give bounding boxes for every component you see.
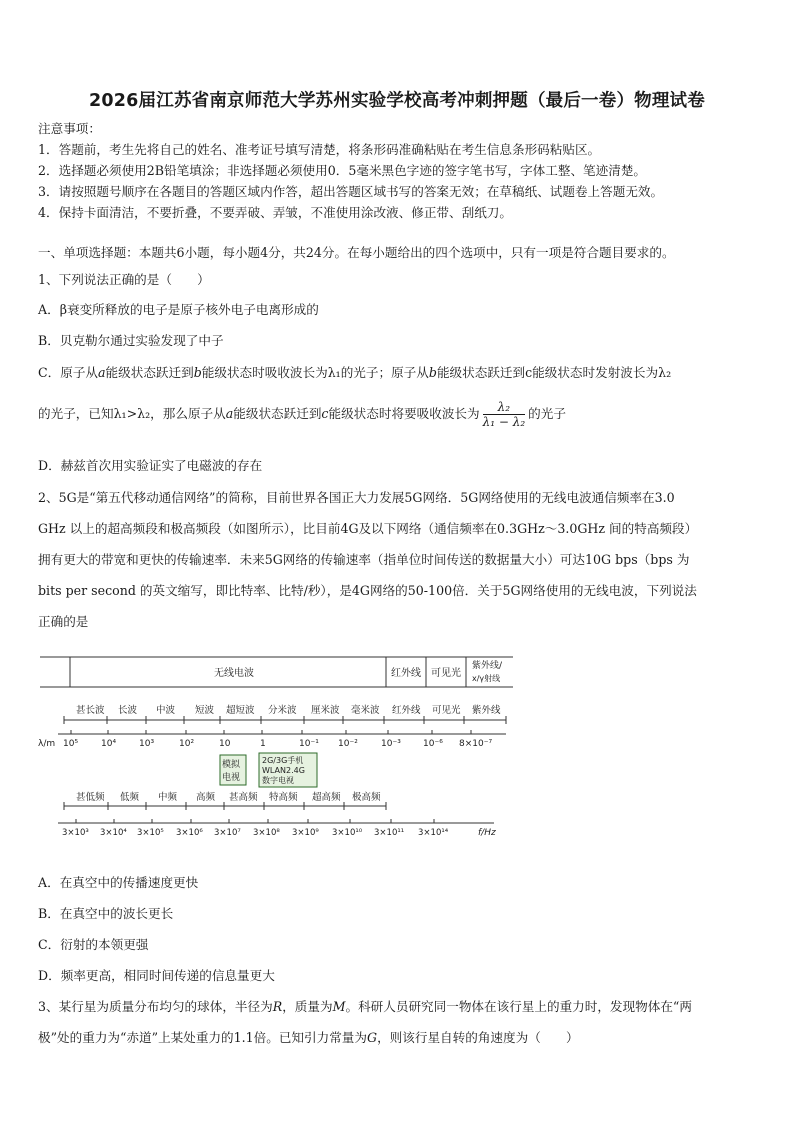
question-2-option-d: D．频率更高，相同时间传递的信息量更大 (38, 968, 275, 983)
lambda-tick: 10³ (139, 739, 155, 749)
notice-item: 1．答题前，考生先将自己的姓名、准考证号填写清楚，将条形码准确粘贴在考生信息条形码粘贴区。 (38, 142, 601, 157)
band-radio: 无线电波 (214, 668, 254, 679)
freq-name: 低频 (120, 792, 140, 803)
lambda-tick: 1 (260, 739, 266, 749)
wave-name: 毫米波 (351, 705, 380, 716)
wavelength-fraction: $\frac{\text{λ₂}}{\text{λ₁ − λ₂}}$ (482, 400, 526, 429)
band-visible: 可见光 (431, 668, 461, 679)
question-2-line: GHz 以上的超高频段和极高频段（如图所示），比目前4G及以下网络（通信频率在0.3GHz～3.0GHz 间的特高频段） (38, 521, 698, 536)
freq-tick: 3×10¹⁴ (418, 828, 449, 838)
question-2-line: 正确的是 (38, 614, 89, 629)
question-2-line: 拥有更大的带宽和更快的传输速率．未来5G网络的传输速率（指单位时间传送的数据量大小）可达10G bps（bps 为 (38, 552, 690, 567)
lambda-tick: 10⁵ (63, 739, 79, 749)
question-2-line: 2、5G是“第五代移动通信网络”的简称，目前世界各国正大力发展5G网络．5G网络使用的无线电波通信频率在3.0 (38, 490, 675, 505)
lambda-tick: 10⁻² (338, 739, 358, 749)
band-infrared: 红外线 (391, 668, 421, 679)
freq-tick: 3×10⁴ (100, 828, 127, 838)
lambda-axis-label: λ/m (38, 739, 56, 749)
wave-name: 超短波 (226, 705, 255, 716)
freq-tick: 3×10⁹ (292, 828, 319, 838)
band-uv: 紫外线/ (472, 661, 503, 671)
question-2-option-a: A．在真空中的传播速度更快 (38, 875, 199, 890)
notice-item: 3．请按照题号顺序在各题目的答题区域内作答，超出答题区域书写的答案无效；在草稿纸、试题卷上答题无效。 (38, 184, 664, 199)
freq-tick: 3×10³ (62, 828, 89, 838)
question-3-line1: 3、某行星为质量分布均匀的球体，半径为R，质量为M。科研人员研究同一物体在该行星上的重力时，发现物体在“两 (38, 999, 692, 1014)
freq-name: 甚低频 (76, 792, 105, 803)
electromagnetic-spectrum-diagram (36, 652, 516, 852)
question-1-option-a: A．β衰变所释放的电子是原子核外电子电离形成的 (38, 302, 319, 317)
wave-name: 红外线 (392, 705, 421, 716)
freq-name: 甚高频 (229, 792, 258, 803)
lambda-tick: 10⁻¹ (299, 739, 319, 749)
exam-title: 2026届江苏省南京师范大学苏州实验学校高考冲刺押题（最后一卷）物理试卷 (89, 91, 705, 111)
notice-item: 4．保持卡面清洁，不要折叠，不要弄破、弄皱，不准使用涂改液、修正带、刮纸刀。 (38, 205, 512, 220)
lambda-tick: 10⁻³ (381, 739, 401, 749)
question-2-line: bits per second 的英文缩写，即比特率、比特/秒），是4G网络的50-100倍．关于5G网络使用的无线电波，下列说法 (38, 583, 697, 598)
box-mobile-line: WLAN2.4G (262, 766, 305, 775)
freq-tick: 3×10¹¹ (374, 828, 405, 838)
wave-name: 分米波 (268, 705, 297, 716)
question-3-line2: 极”处的重力为“赤道”上某处重力的1.1倍。已知引力常量为G，则该行星自转的角速度为（ ） (38, 1030, 579, 1045)
wave-name: 短波 (195, 705, 215, 716)
lambda-tick: 10⁴ (101, 739, 117, 749)
lambda-tick: 10² (179, 739, 195, 749)
box-mobile-line: 数字电视 (262, 776, 294, 785)
freq-tick: 3×10⁷ (214, 828, 241, 838)
notice-heading: 注意事项： (38, 121, 101, 136)
wave-name: 厘米波 (311, 705, 340, 716)
wave-name: 可见光 (432, 705, 461, 716)
lambda-tick: 8×10⁻⁷ (459, 739, 493, 749)
freq-tick: 3×10⁸ (253, 828, 280, 838)
question-1-option-d: D．赫兹首次用实验证实了电磁波的存在 (38, 458, 263, 473)
box-analog-tv-line: 模拟 (222, 760, 241, 770)
section-heading: 一、单项选择题：本题共6小题，每小题4分，共24分。在每小题给出的四个选项中，只有一项是符合题目要求的。 (38, 245, 675, 260)
box-analog-tv-line: 电视 (222, 773, 241, 783)
freq-tick: 3×10⁵ (137, 828, 164, 838)
band-xray: x/γ射线 (472, 674, 501, 683)
freq-name: 超高频 (312, 792, 341, 803)
notice-item: 2．选择题必须使用2B铅笔填涂；非选择题必须使用0．5毫米黑色字迹的签字笔书写，字体工整、笔迹清楚。 (38, 163, 647, 178)
wave-name: 甚长波 (76, 705, 105, 716)
question-2-option-b: B．在真空中的波长更长 (38, 906, 174, 921)
box-mobile-line: 2G/3G手机 (262, 756, 304, 765)
freq-tick: 3×10¹⁰ (332, 828, 363, 838)
wave-name: 长波 (118, 705, 138, 716)
lambda-tick: 10 (219, 739, 231, 749)
freq-name: 特高频 (269, 792, 298, 803)
freq-name: 极高频 (352, 792, 381, 803)
freq-name: 中频 (158, 792, 178, 803)
question-1-stem: 1、下列说法正确的是（ ） (38, 272, 210, 287)
freq-axis-label: f/Hz (478, 828, 496, 838)
freq-name: 高频 (196, 792, 216, 803)
wave-name: 中波 (156, 705, 176, 716)
question-1-option-c-line2: 的光子，已知λ₁>λ₂，那么原子从a能级状态跃迁到c能级状态时将要吸收波长为 $\frac{\text{λ₂}}{\text{λ₁ − λ₂}}$ 的光子 (38, 400, 566, 429)
freq-tick: 3×10⁶ (176, 828, 203, 838)
question-1-option-b: B．贝克勒尔通过实验发现了中子 (38, 333, 224, 348)
wave-name: 紫外线 (472, 705, 501, 716)
question-1-option-c-line1: C．原子从a能级状态跃迁到b能级状态时吸收波长为λ₁的光子；原子从b能级状态跃迁到c能级状态时发射波长为λ₂ (38, 365, 672, 380)
question-2-option-c: C．衍射的本领更强 (38, 937, 149, 952)
lambda-tick: 10⁻⁶ (423, 739, 443, 749)
